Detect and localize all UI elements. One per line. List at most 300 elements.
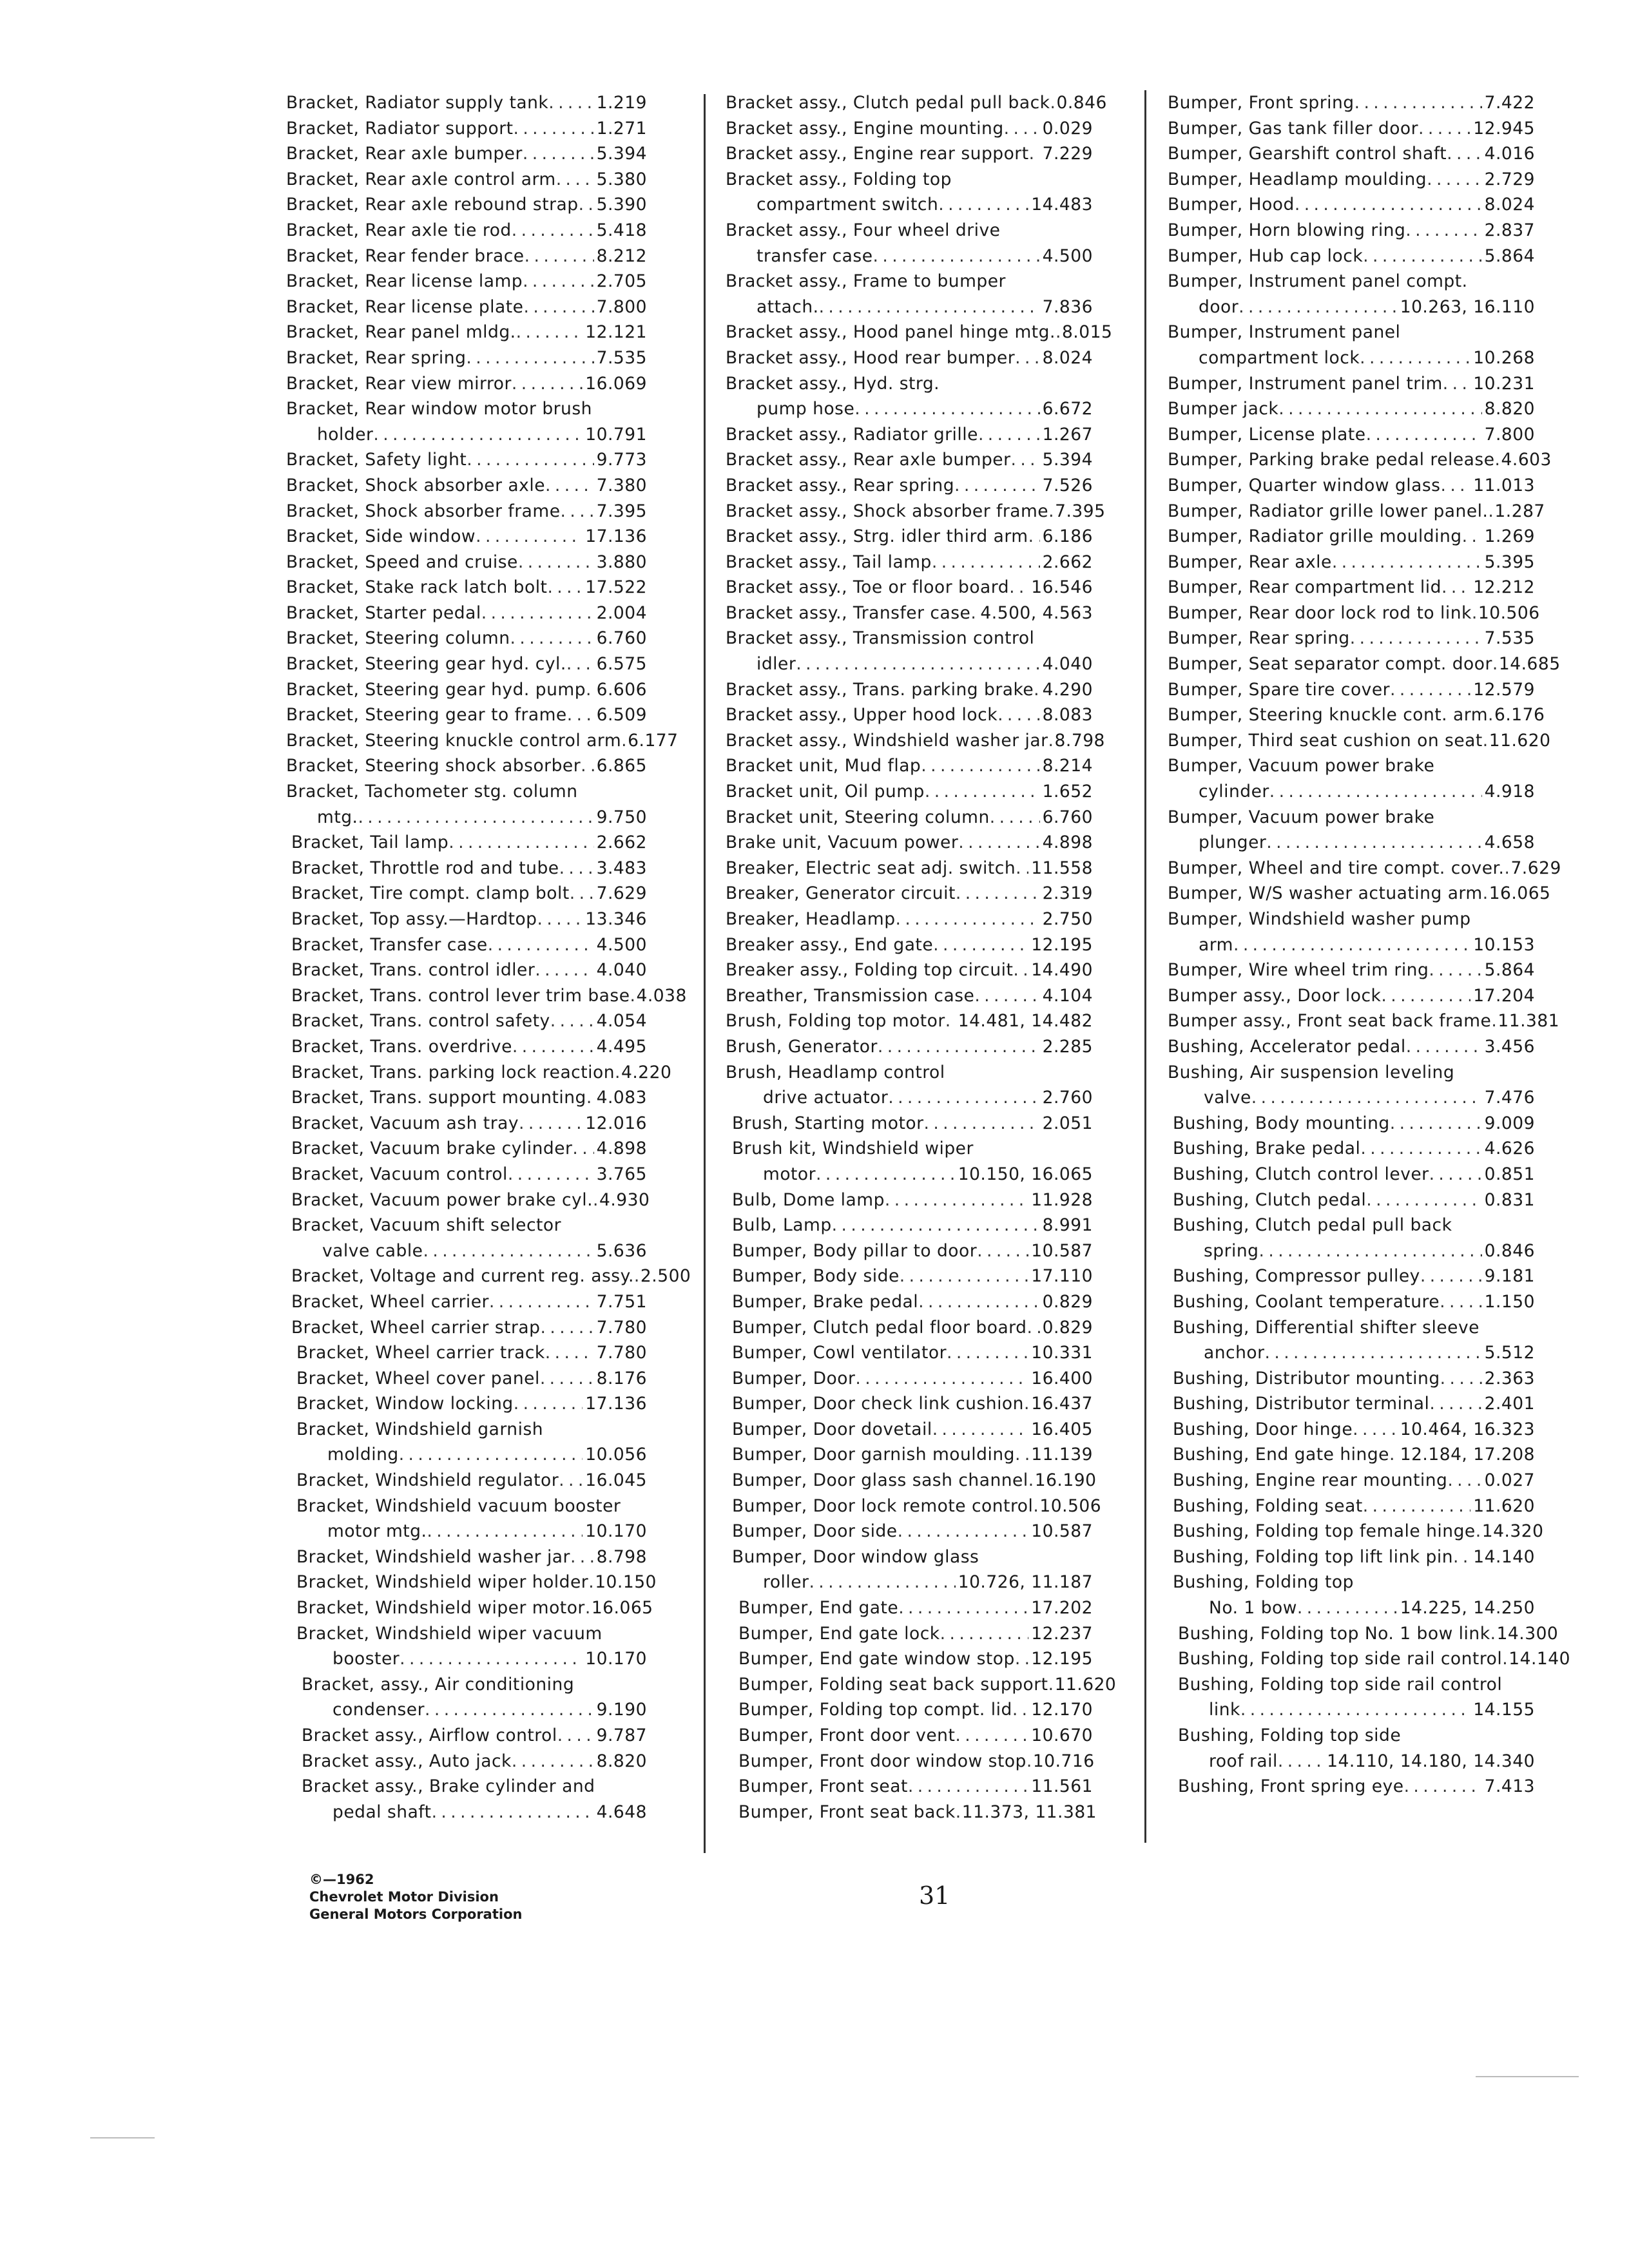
index-entry (1168, 473, 1535, 499)
entry-text: Bracket, Safety light (286, 450, 467, 470)
entry-reference: 14.140 (1509, 1649, 1570, 1669)
entry-text: transfer case (757, 245, 873, 266)
index-entry (286, 575, 647, 601)
entry-reference: 8.024 (1042, 347, 1093, 368)
index-entry: Bushing, Folding top side (1178, 1725, 1402, 1745)
entry-reference: 7.413 (1484, 1776, 1535, 1797)
entry-text: arm (1199, 934, 1233, 955)
entry-reference: 11.373, 11.381 (961, 1802, 1097, 1822)
entry-text: Bushing, Folding top No. 1 bow link (1178, 1623, 1490, 1644)
entry-reference: 10.791 (585, 424, 647, 445)
leader-dots (1013, 957, 1028, 983)
leader-dots (956, 881, 1040, 907)
entry-text: Bracket, Windshield regulator (296, 1470, 559, 1491)
leader-dots (513, 116, 593, 142)
entry-reference: 0.829 (1042, 1317, 1093, 1338)
leader-dots (476, 524, 583, 550)
entry-reference: 16.546 (1031, 577, 1093, 598)
entry-text: Bumper, Clutch pedal floor board (732, 1317, 1027, 1338)
leader-dots (1443, 371, 1470, 397)
index-entry: Bushing, Clutch pedal pull back (1173, 1215, 1452, 1236)
leader-dots (1012, 1697, 1028, 1723)
entry-text: Bumper, Door dovetail (732, 1419, 932, 1439)
entry-reference: 12.579 (1473, 679, 1535, 700)
entry-reference: 4.898 (1042, 832, 1093, 853)
entry-reference: 4.016 (1484, 144, 1535, 164)
index-entry (291, 881, 647, 907)
leader-dots (974, 983, 1039, 1009)
entry-reference: 1.269 (1484, 526, 1535, 547)
entry-text: Bracket assy., Rear spring (726, 475, 955, 495)
entry-reference: 5.394 (1042, 450, 1093, 470)
entry-text: Bracket, Trans. control safety (291, 1011, 550, 1032)
entry-text: Bracket, Steering shock absorber (286, 756, 581, 776)
leader-dots (888, 1085, 1039, 1111)
index-entry (726, 244, 1093, 269)
index-entry (1168, 345, 1535, 371)
entry-reference: 12.945 (1473, 118, 1535, 139)
entry-text: Bumper, Steering knuckle cont. arm (1168, 705, 1489, 726)
index-column-3 (1168, 90, 1570, 1800)
entry-reference: 7.535 (596, 347, 647, 368)
entry-text: Bracket assy., Upper hood lock (726, 705, 998, 726)
entry-reference: 8.015 (1061, 322, 1113, 343)
entry-reference: 11.928 (1031, 1189, 1093, 1210)
index-entry: Bushing, Air suspension leveling (1168, 1062, 1455, 1082)
leader-dots (358, 805, 593, 831)
leader-dots (557, 1723, 594, 1749)
index-entry: Bracket, Vacuum shift selector (291, 1215, 562, 1236)
leader-dots (1405, 218, 1481, 244)
index-entry: Bracket assy., Folding top (726, 169, 952, 189)
entry-text: Bumper, Body side (732, 1266, 900, 1287)
leader-dots (898, 1519, 1029, 1544)
index-entry (1168, 881, 1551, 907)
index-entry (291, 1085, 647, 1111)
index-entry (1173, 1417, 1535, 1443)
leader-dots (566, 651, 594, 677)
index-entry (726, 575, 1093, 601)
entry-text: Bulb, Dome lamp (732, 1189, 885, 1210)
index-entry (286, 244, 647, 269)
entry-text: Bumper, Headlamp moulding (1168, 169, 1427, 189)
entry-reference: 2.705 (596, 271, 647, 292)
entry-text: Bracket, Starter pedal (286, 602, 481, 623)
index-entry: Brush, Headlamp control (726, 1062, 945, 1082)
entry-text: Bracket, Rear view mirror (286, 373, 512, 394)
index-entry (726, 320, 1113, 345)
index-entry (286, 473, 647, 499)
index-entry (1173, 1238, 1535, 1264)
entry-text: Bumper, Front seat back (738, 1802, 956, 1822)
entry-text: Brake unit, Vacuum power (726, 832, 959, 853)
leader-dots (923, 1111, 1039, 1137)
entry-reference: 14.685 (1498, 654, 1561, 675)
index-entry (726, 651, 1093, 677)
entry-reference: 1.287 (1494, 501, 1545, 521)
entry-reference: 13.346 (585, 909, 647, 929)
entry-text: compartment lock (1199, 347, 1360, 368)
entry-text: idler (757, 654, 796, 675)
index-entry (286, 218, 647, 244)
entry-text: link (1209, 1700, 1240, 1720)
leader-dots (1010, 447, 1039, 473)
index-entry (732, 1085, 1093, 1111)
entry-text: Bushing, Folding top side rail control (1178, 1649, 1503, 1669)
entry-text: Bumper, Horn blowing ring (1168, 220, 1406, 240)
entry-text: Bushing, End gate hinge (1173, 1445, 1389, 1465)
leader-dots (537, 907, 583, 932)
leader-dots (541, 1315, 594, 1341)
entry-reference: 4.220 (621, 1062, 672, 1082)
index-entry: Bracket, Windshield wiper vacuum (296, 1623, 602, 1644)
entry-text: Bushing, Accelerator pedal (1168, 1036, 1406, 1057)
scan-speck (1476, 2076, 1579, 2077)
entry-reference: 6.760 (1042, 807, 1093, 827)
leader-dots (1029, 141, 1040, 167)
entry-reference: 8.176 (596, 1368, 647, 1389)
entry-reference: 2.004 (596, 602, 647, 623)
leader-dots (1027, 1315, 1039, 1341)
entry-reference: 4.290 (1042, 679, 1093, 700)
index-entry (732, 1391, 1093, 1417)
index-entry (732, 1162, 1093, 1187)
index-entry (1178, 1595, 1535, 1621)
index-entry: Bracket, Windshield garnish (296, 1419, 544, 1439)
entry-text: anchor (1204, 1343, 1265, 1363)
entry-reference: 6.176 (1494, 705, 1545, 726)
index-entry (726, 779, 1093, 805)
entry-text: Bracket, Steering column (286, 628, 510, 649)
entry-reference: 6.509 (596, 705, 647, 726)
entry-reference: 5.390 (596, 195, 647, 215)
leader-dots (545, 1340, 594, 1366)
leader-dots (512, 218, 594, 244)
entry-text: motor (763, 1164, 816, 1184)
index-entry (726, 141, 1093, 167)
entry-text: Bushing, Coolant temperature (1173, 1291, 1440, 1312)
entry-text: Bumper, Rear door lock rod to link (1168, 602, 1472, 623)
entry-text: Brush, Generator (726, 1036, 878, 1057)
entry-reference: 8.083 (1042, 705, 1093, 726)
entry-reference: 7.476 (1484, 1088, 1535, 1108)
index-entry (726, 192, 1093, 218)
entry-text: Bracket, Shock absorber axle (286, 475, 546, 495)
index-entry (286, 805, 647, 831)
entry-text: Bumper, License plate (1168, 424, 1366, 445)
entry-reference: 6.606 (596, 679, 647, 700)
entry-text: Brush, Starting motor (732, 1113, 924, 1133)
leader-dots (586, 677, 594, 703)
entry-text: Bracket, Vacuum power brake cyl. (291, 1189, 593, 1210)
entry-text: Bushing, Engine rear mounting (1173, 1470, 1448, 1491)
entry-text: valve cable (322, 1240, 423, 1261)
entry-reference: 16.190 (1034, 1470, 1097, 1491)
leader-dots (873, 244, 1040, 269)
entry-reference: 9.773 (596, 450, 647, 470)
index-entry (726, 550, 1093, 575)
index-entry: Bumper, Instrument panel compt. (1168, 271, 1468, 292)
leader-dots (1363, 244, 1481, 269)
leader-dots (399, 1442, 583, 1468)
index-entry (738, 1621, 1093, 1647)
leader-dots (1239, 294, 1398, 320)
entry-text: Brush, Folding top motor (726, 1011, 945, 1032)
leader-dots (510, 626, 594, 651)
entry-reference: 11.620 (1054, 1674, 1117, 1695)
index-entry (291, 1136, 647, 1162)
entry-reference: 6.760 (596, 628, 647, 649)
index-entry (1168, 728, 1551, 754)
entry-text: Bracket, Steering gear hyd. pump (286, 679, 586, 700)
entry-text: Bracket, Rear license plate (286, 296, 524, 317)
leader-dots (467, 447, 593, 473)
leader-dots (1429, 1162, 1482, 1187)
entry-reference: 8.798 (596, 1546, 647, 1567)
index-entry (286, 677, 647, 703)
leader-dots (1269, 779, 1482, 805)
entry-reference: 9.750 (596, 807, 647, 827)
index-entry (738, 1774, 1093, 1800)
entry-reference: 1.150 (1484, 1291, 1535, 1312)
index-entry (296, 1570, 657, 1595)
entry-text: Bumper, Hood (1168, 195, 1295, 215)
entry-reference: 0.829 (1042, 1291, 1093, 1312)
entry-reference: 12.195 (1031, 934, 1093, 955)
leader-dots (570, 1544, 594, 1570)
index-entry: Brush kit, Windshield wiper (732, 1139, 974, 1159)
leader-dots (1278, 396, 1481, 422)
index-entry (1168, 396, 1535, 422)
entry-reference: 4.495 (596, 1036, 647, 1057)
leader-dots (1233, 932, 1470, 958)
entry-text: Bracket, Trans. control idler (291, 960, 535, 981)
entry-text: Bracket, Rear axle tie rod (286, 220, 512, 240)
entry-text: spring (1204, 1240, 1259, 1261)
index-entry (732, 1570, 1093, 1595)
index-entry (1173, 1264, 1535, 1289)
index-entry (286, 601, 647, 626)
index-entry (1168, 141, 1535, 167)
index-entry (296, 1340, 647, 1366)
index-entry (1168, 575, 1535, 601)
leader-dots (955, 1723, 1028, 1749)
entry-reference: 14.320 (1481, 1521, 1544, 1542)
entry-text: drive actuator (763, 1088, 889, 1108)
entry-text: Bumper, Door (732, 1368, 856, 1389)
leader-dots (1381, 983, 1470, 1009)
entry-reference: 7.629 (1510, 858, 1561, 878)
entry-text: pedal shaft (333, 1802, 432, 1822)
entry-text: Bracket assy., Rear axle bumper (726, 450, 1011, 470)
index-entry (726, 1034, 1093, 1060)
entry-text: Breaker assy., End gate (726, 934, 934, 955)
index-entry (1178, 1621, 1559, 1647)
leader-dots (1015, 1442, 1028, 1468)
entry-text: valve (1204, 1088, 1251, 1108)
entry-text: booster (333, 1649, 400, 1669)
entry-text: Bracket, Radiator support (286, 118, 514, 139)
leader-dots (855, 1366, 1028, 1392)
index-entry (732, 1366, 1093, 1392)
index-entry (726, 447, 1093, 473)
entry-reference: 4.104 (1042, 985, 1093, 1006)
entry-text: Bumper assy., Front seat back frame (1168, 1011, 1492, 1032)
index-entry (291, 1315, 647, 1341)
index-entry (286, 269, 647, 294)
index-entry (1173, 1085, 1535, 1111)
entry-text: Bracket assy., Auto jack (302, 1751, 512, 1771)
entry-reference: 5.864 (1484, 245, 1535, 266)
leader-dots (481, 601, 594, 626)
index-entry (726, 90, 1107, 116)
leader-dots (572, 1136, 593, 1162)
leader-dots (556, 167, 594, 193)
entry-reference: 4.038 (636, 985, 687, 1006)
leader-dots (427, 1519, 583, 1544)
entry-reference: 10.726, 11.187 (958, 1572, 1093, 1593)
leader-dots (523, 294, 593, 320)
entry-text: Bumper, Door check link cushion (732, 1394, 1024, 1414)
entry-reference: 3.456 (1484, 1036, 1535, 1057)
entry-reference: 2.319 (1042, 883, 1093, 904)
leader-dots (581, 753, 594, 779)
index-entry (738, 1697, 1093, 1723)
entry-text: Bracket, Rear axle rebound strap (286, 195, 579, 215)
index-entry (726, 830, 1093, 856)
entry-reference: 7.800 (596, 296, 647, 317)
leader-dots (489, 1289, 594, 1315)
entry-reference: 7.751 (596, 1291, 647, 1312)
entry-text: Bumper, Parking brake pedal release (1168, 450, 1495, 470)
entry-text: Bracket, Top assy.—Hardtop (291, 909, 537, 929)
leader-dots (1390, 1111, 1482, 1137)
entry-text: Bushing, Clutch pedal (1173, 1189, 1367, 1210)
entry-reference: 16.405 (1031, 1419, 1093, 1439)
index-entry (732, 1494, 1102, 1519)
index-entry (726, 881, 1093, 907)
leader-dots (1016, 856, 1028, 881)
entry-reference: 12.237 (1031, 1623, 1093, 1644)
copyright-year: ©—1962 (309, 1872, 374, 1887)
entry-reference: 6.672 (1042, 399, 1093, 419)
index-entry (732, 1289, 1093, 1315)
leader-dots (1440, 1289, 1482, 1315)
entry-text: Bracket, Wheel carrier (291, 1291, 489, 1312)
entry-text: Bumper, Radiator grille lower panel. (1168, 501, 1489, 521)
entry-text: Bracket assy., Trans. parking brake (726, 679, 1034, 700)
entry-text: Bracket, Side window (286, 526, 476, 547)
leader-dots (518, 550, 594, 575)
leader-dots (1363, 1494, 1471, 1519)
entry-reference: 10.331 (1031, 1343, 1093, 1363)
leader-dots (854, 396, 1039, 422)
index-entry (726, 805, 1093, 831)
leader-dots (1034, 677, 1039, 703)
index-entry (286, 499, 647, 524)
index-entry (286, 345, 647, 371)
leader-dots (1350, 626, 1482, 651)
leader-dots (908, 1774, 1028, 1800)
entry-text: Bracket, Steering gear hyd. cyl. (286, 654, 566, 675)
entry-reference: 1.267 (1042, 424, 1093, 445)
index-entry (296, 1519, 647, 1544)
leader-dots (1251, 1085, 1482, 1111)
leader-dots (954, 473, 1040, 499)
leader-dots (1420, 1264, 1482, 1289)
index-entry (726, 856, 1093, 881)
leader-dots (545, 473, 594, 499)
leader-dots (1406, 1034, 1482, 1060)
leader-dots (1278, 1749, 1324, 1774)
entry-text: Bumper, Door side (732, 1521, 898, 1542)
index-entry (286, 651, 647, 677)
entry-text: Bracket, Rear license lamp (286, 271, 523, 292)
entry-reference: 7.780 (596, 1317, 647, 1338)
index-entry (1178, 1774, 1535, 1800)
entry-text: roller (763, 1572, 809, 1593)
leader-dots (559, 1468, 583, 1494)
entry-text: Bumper, Gas tank filler door (1168, 118, 1419, 139)
leader-dots (1024, 1391, 1028, 1417)
entry-reference: 1.652 (1042, 782, 1093, 802)
index-entry (726, 524, 1093, 550)
leader-dots (514, 1391, 583, 1417)
index-entry (726, 907, 1093, 932)
entry-reference: 4.603 (1501, 450, 1552, 470)
entry-reference: 8.820 (1484, 399, 1535, 419)
index-entry (286, 447, 647, 473)
entry-text: plunger (1199, 832, 1267, 853)
leader-dots (550, 1008, 594, 1034)
index-entry (1168, 626, 1535, 651)
entry-reference: 7.422 (1484, 93, 1535, 113)
index-entry: Bumper, Vacuum power brake (1168, 807, 1435, 827)
leader-dots (1240, 1697, 1470, 1723)
entry-reference: 10.263, 16.110 (1400, 296, 1535, 317)
entry-reference: 10.231 (1473, 373, 1535, 394)
entry-reference: 10.268 (1473, 347, 1535, 368)
entry-reference: 12.184, 17.208 (1400, 1445, 1535, 1465)
leader-dots (990, 805, 1040, 831)
entry-text: Bushing, Clutch control lever (1173, 1164, 1429, 1184)
leader-dots (832, 1213, 1040, 1238)
entry-text: Bracket, Wheel cover panel (296, 1368, 540, 1389)
entry-text: Bumper, Wire wheel trim ring (1168, 960, 1429, 981)
leader-dots (508, 1162, 594, 1187)
entry-text: Bushing, Distributor terminal (1173, 1394, 1430, 1414)
leader-dots (998, 702, 1040, 728)
index-entry (1168, 499, 1545, 524)
entry-reference: 2.285 (1042, 1036, 1093, 1057)
entry-reference: 16.045 (585, 1470, 647, 1491)
entry-reference: 4.658 (1484, 832, 1535, 853)
entry-reference: 8.798 (1054, 730, 1105, 751)
entry-reference: 10.056 (585, 1445, 647, 1465)
index-entry (286, 702, 647, 728)
entry-reference: 4.918 (1484, 782, 1535, 802)
entry-text: Bracket, Throttle rod and tube (291, 858, 559, 878)
entry-text: Bumper, Folding seat back support (738, 1674, 1048, 1695)
leader-dots (1266, 830, 1481, 856)
entry-reference: 11.620 (1489, 730, 1551, 751)
index-entry (1173, 1519, 1544, 1544)
entry-reference: 12.016 (585, 1113, 647, 1133)
entry-text: roof rail (1209, 1751, 1278, 1771)
entry-text: Bracket, Window locking (296, 1394, 514, 1414)
index-entry (296, 1391, 647, 1417)
entry-text: Bushing, Compressor pulley (1173, 1266, 1420, 1287)
